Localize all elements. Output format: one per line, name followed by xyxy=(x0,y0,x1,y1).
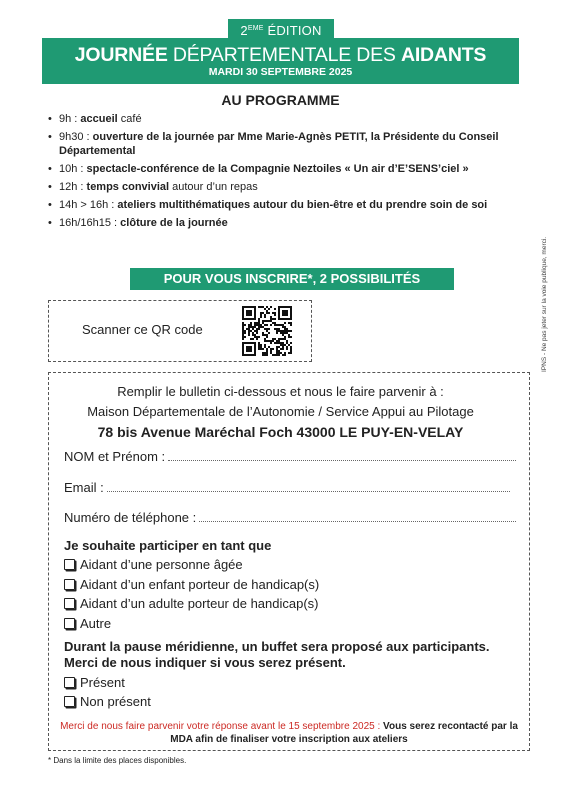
checkbox-icon[interactable] xyxy=(64,579,75,590)
program-item: • 10h : spectacle-conférence de la Compagnie Neztoiles « Un air d’E’SENS’ciel » xyxy=(48,162,516,176)
email-label: Email : xyxy=(64,480,104,495)
program-item: • 14h > 16h : ateliers multithématiques autour du bien-être et du prendre soin de soi xyxy=(48,198,516,212)
form-address: 78 bis Avenue Maréchal Foch 43000 LE PUY-EN-VELAY xyxy=(97,424,464,440)
qr-code-icon[interactable] xyxy=(242,306,292,356)
phone-field[interactable] xyxy=(64,510,516,525)
deadline-note: Merci de nous faire parvenir votre réponse avant le 15 septembre 2025 : Vous serez recontacté par la MDA afin de finaliser votre inscription aux ateliers xyxy=(60,721,518,745)
name-label: NOM et Prénom : xyxy=(64,449,166,464)
buffet-question: Durant la pause méridienne, un buffet sera proposé aux participants. xyxy=(64,639,490,654)
buffet-question-2: Merci de nous indiquer si vous serez présent. xyxy=(64,655,346,670)
checkbox-icon[interactable] xyxy=(64,598,75,609)
option-present[interactable]: Présent xyxy=(64,675,125,690)
phone-label: Numéro de téléphone : xyxy=(64,510,197,525)
program-title: AU PROGRAMME xyxy=(221,92,340,108)
program-item: • 9h30 : ouverture de la journée par Mme Marie-Agnès PETIT, la Présidente du Conseil Départemental xyxy=(48,130,516,158)
title-banner xyxy=(42,38,519,84)
program-item: • 12h : temps convivial autour d’un repas xyxy=(48,180,516,194)
edition-badge: 2EME ÉDITION xyxy=(228,19,334,39)
checkbox-icon[interactable] xyxy=(64,696,75,707)
option-child[interactable]: Aidant d’un enfant porteur de handicap(s) xyxy=(64,577,319,592)
event-date: MARDI 30 SEPTEMBRE 2025 xyxy=(208,66,353,78)
email-field[interactable] xyxy=(64,480,510,495)
program-item: • 16h/16h15 : clôture de la journée xyxy=(48,216,516,230)
checkbox-icon[interactable] xyxy=(64,559,75,570)
inscription-banner: POUR VOUS INSCRIRE*, 2 POSSIBILITÉS xyxy=(130,268,454,290)
option-not-present[interactable]: Non présent xyxy=(64,694,151,709)
checkbox-icon[interactable] xyxy=(64,677,75,688)
program-item: • 9h : accueil café xyxy=(48,112,516,126)
footnote: * Dans la limite des places disponibles. xyxy=(48,756,187,765)
side-note: IPNS - Ne pas jeter sur la voie publique, merci. xyxy=(541,236,548,372)
form-intro: Remplir le bulletin ci-dessous et nous le faire parvenir à : xyxy=(117,384,444,399)
checkbox-icon[interactable] xyxy=(64,618,75,629)
participation-question: Je souhaite participer en tant que xyxy=(64,538,272,553)
option-other[interactable]: Autre xyxy=(64,616,111,631)
option-adult[interactable]: Aidant d’un adulte porteur de handicap(s) xyxy=(64,596,319,611)
form-organization: Maison Départementale de l’Autonomie / Service Appui au Pilotage xyxy=(87,404,474,419)
qr-label: Scanner ce QR code xyxy=(82,322,203,337)
program-list xyxy=(48,112,516,234)
page-title: JOURNÉE DÉPARTEMENTALE DES AIDANTS xyxy=(74,44,487,66)
option-elderly[interactable]: Aidant d’une personne âgée xyxy=(64,557,243,572)
name-field[interactable] xyxy=(64,449,516,464)
